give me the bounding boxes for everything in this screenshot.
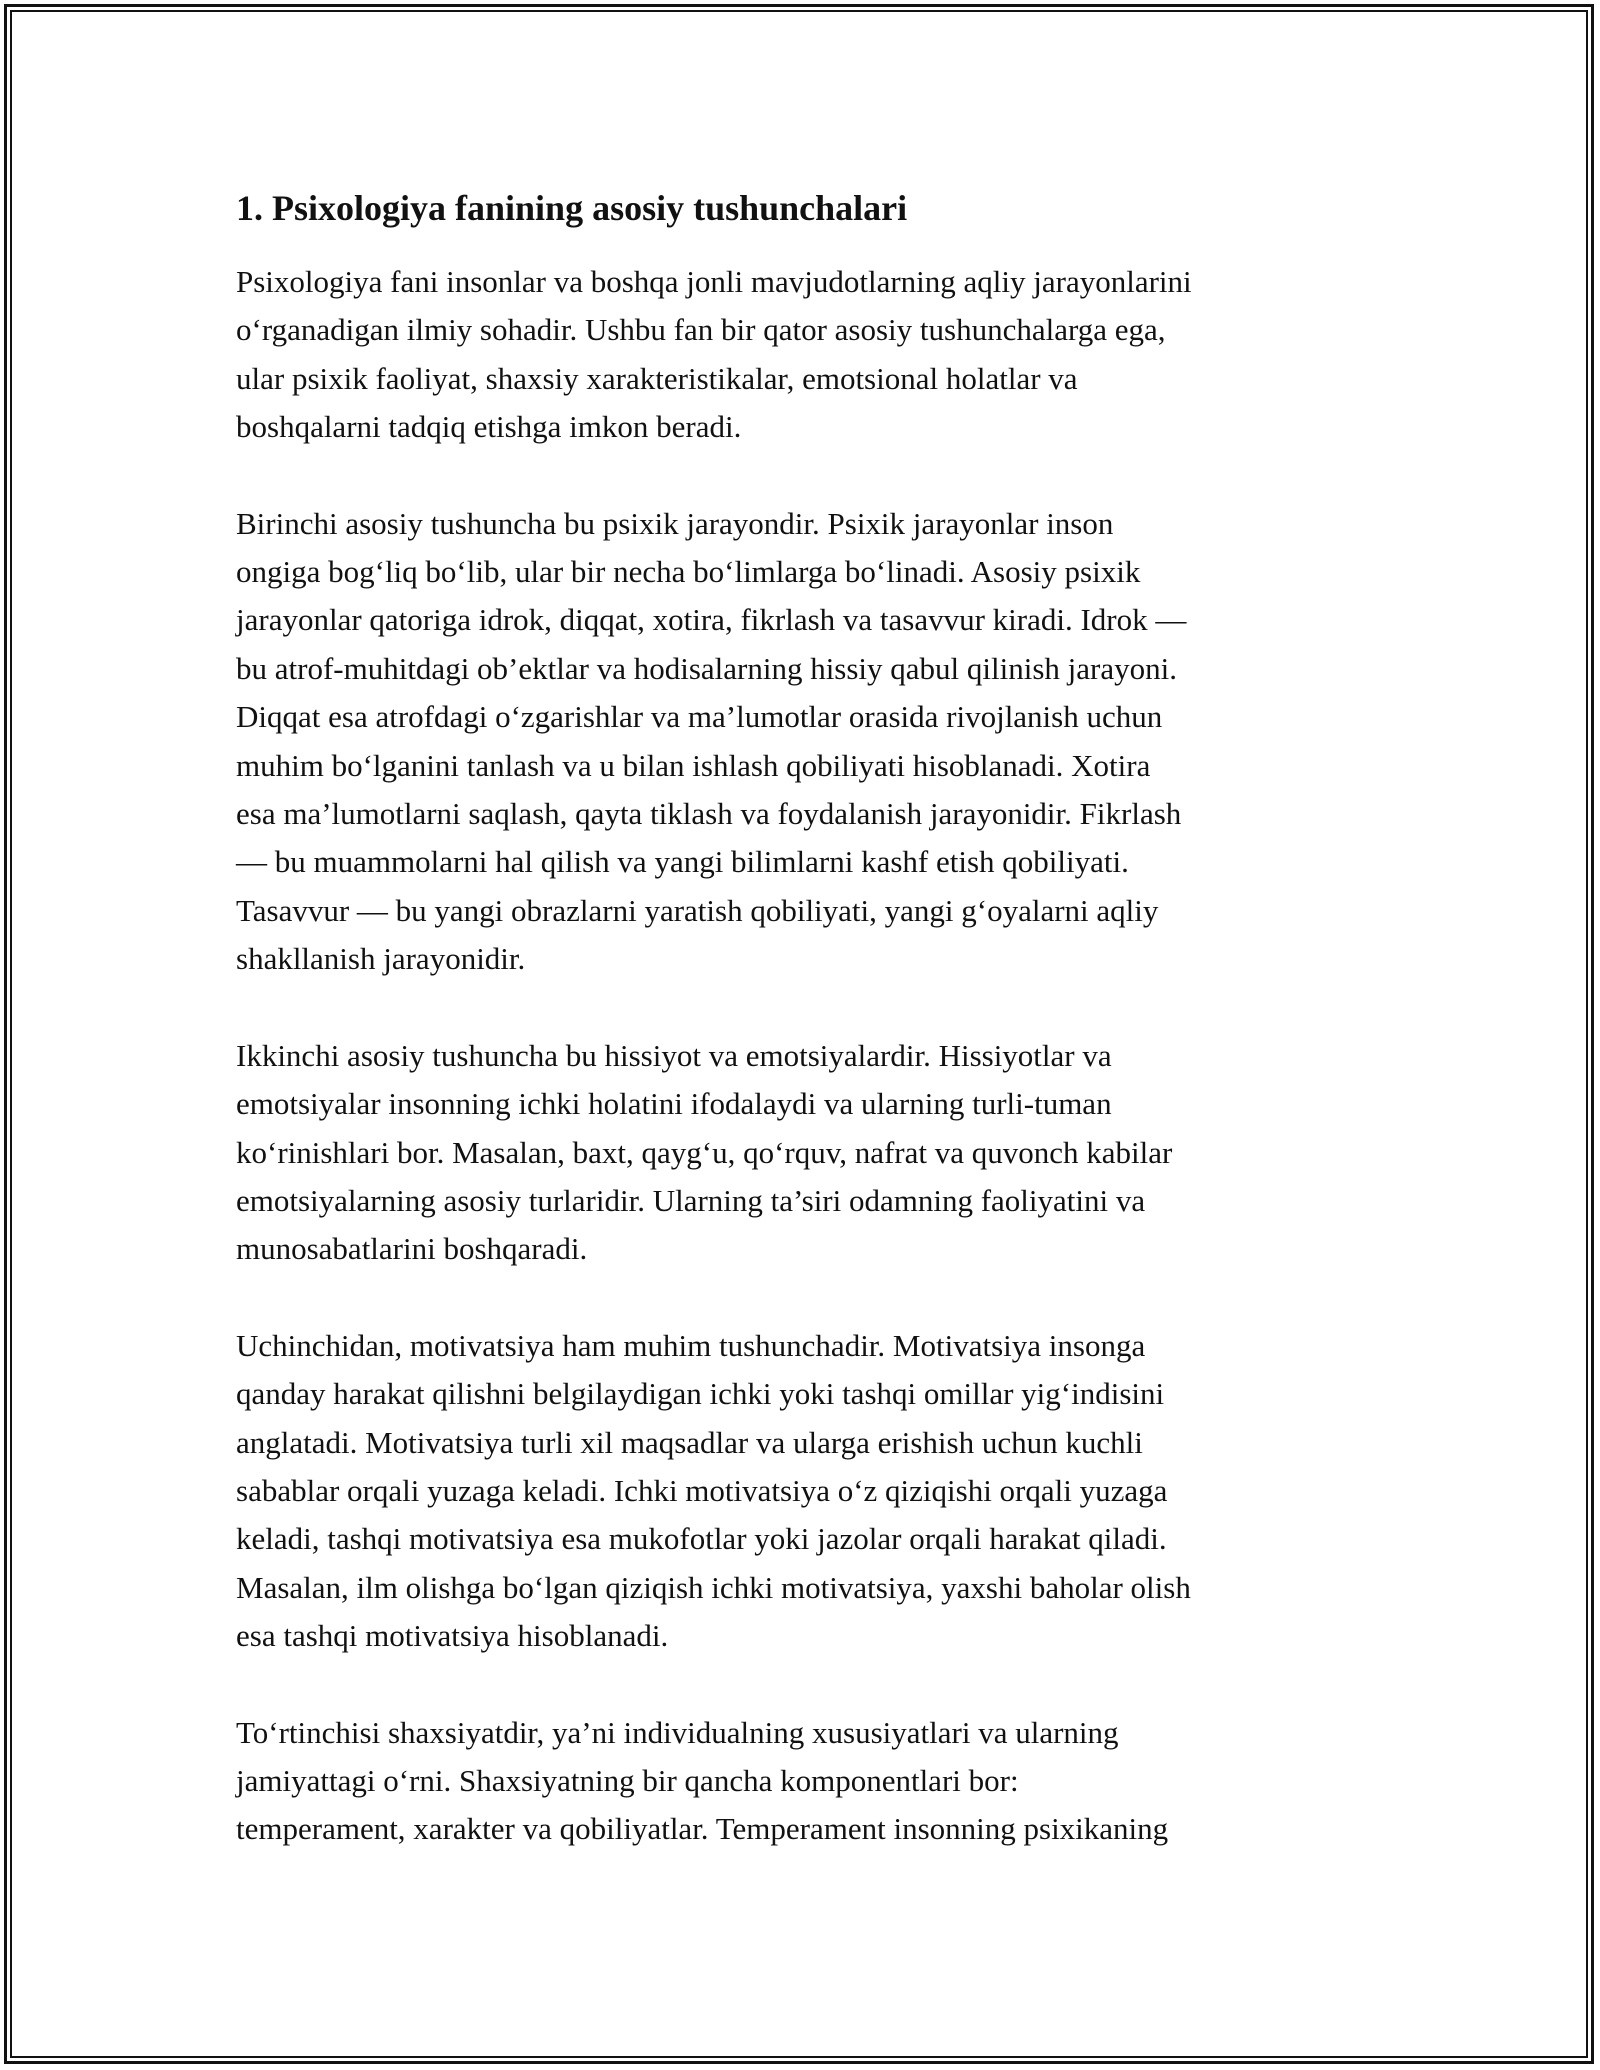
paragraph-personality (236, 1709, 1376, 1854)
text-line: esa ma’lumotlarni saqlash, qayta tiklash va foydalanish jarayonidir. Fikrlash (236, 796, 1182, 832)
text-line: shakllanish jarayonidir. (236, 941, 526, 977)
text-line: muhim bo‘lganini tanlash va u bilan ishlash qobiliyati hisoblanadi. Xotira (236, 747, 1151, 783)
text-line: emotsiyalar insonning ichki holatini ifodalaydi va ularning turli-tuman (236, 1086, 1112, 1122)
paragraph-motivation (236, 1322, 1376, 1661)
text-line: ongiga bog‘liq bo‘lib, ular bir necha bo‘limlarga bo‘linadi. Asosiy psixik (236, 554, 1141, 590)
text-line: boshqalarni tadqiq etishga imkon beradi. (236, 409, 742, 445)
text-line: Birinchi asosiy tushuncha bu psixik jarayondir. Psixik jarayonlar inson (236, 505, 1114, 541)
text-line: To‘rtinchisi shaxsiyatdir, ya’ni individualning xususiyatlari va ularning (236, 1714, 1119, 1750)
text-line: ular psixik faoliyat, shaxsiy xarakteristikalar, emotsional holatlar va (236, 360, 1078, 396)
text-line: Masalan, ilm olishga bo‘lgan qiziqish ichki motivatsiya, yaxshi baholar olish (236, 1569, 1191, 1605)
text-line: Psixologiya fani insonlar va boshqa jonli mavjudotlarning aqliy jarayonlarini (236, 264, 1192, 299)
text-line: Tasavvur — bu yangi obrazlarni yaratish qobiliyati, yangi g‘oyalarni aqliy (236, 892, 1159, 928)
section-heading: 1. Psixologiya fanining asosiy tushunchalari (236, 188, 908, 228)
text-line: emotsiyalarning asosiy turlaridir. Ularning ta’siri odamning faoliyatini va (236, 1182, 1146, 1218)
paragraph-intro (236, 258, 1376, 452)
text-line: ko‘rinishlari bor. Masalan, baxt, qayg‘u, qo‘rquv, nafrat va quvonch kabilar (236, 1134, 1173, 1170)
text-line: — bu muammolarni hal qilish va yangi bilimlarni kashf etish qobiliyati. (236, 844, 1129, 880)
text-line: temperament, xarakter va qobiliyatlar. Temperament insonning psixikaning (236, 1811, 1169, 1847)
paragraph-emotions (236, 1032, 1376, 1274)
text-line: sabablar orqali yuzaga keladi. Ichki motivatsiya o‘z qiziqishi orqali yuzaga (236, 1472, 1168, 1508)
text-line: jamiyattagi o‘rni. Shaxsiyatning bir qancha komponentlari bor: (236, 1762, 1019, 1798)
text-line: Uchinchidan, motivatsiya ham muhim tushunchadir. Motivatsiya insonga (236, 1327, 1146, 1363)
paragraph-psychic-processes (236, 500, 1376, 984)
text-line: anglatadi. Motivatsiya turli xil maqsadlar va ularga erishish uchun kuchli (236, 1424, 1143, 1460)
text-line: Diqqat esa atrofdagi o‘zgarishlar va ma’lumotlar orasida rivojlanish uchun (236, 699, 1163, 735)
text-line: bu atrof-muhitdagi ob’ektlar va hodisalarning hissiy qabul qilinish jarayoni. (236, 650, 1178, 686)
text-line: o‘rganadigan ilmiy sohadir. Ushbu fan bir qator asosiy tushunchalarga ega, (236, 312, 1166, 348)
text-line: esa tashqi motivatsiya hisoblanadi. (236, 1618, 669, 1654)
text-line: Ikkinchi asosiy tushuncha bu hissiyot va emotsiyalardir. Hissiyotlar va (236, 1037, 1112, 1073)
text-line: munosabatlarini boshqaradi. (236, 1231, 588, 1267)
text-line: keladi, tashqi motivatsiya esa mukofotlar yoki jazolar orqali harakat qiladi. (236, 1521, 1167, 1557)
text-line: qanday harakat qilishni belgilaydigan ichki yoki tashqi omillar yig‘indisini (236, 1376, 1165, 1412)
text-line: jarayonlar qatoriga idrok, diqqat, xotira, fikrlash va tasavvur kiradi. Idrok — (236, 602, 1187, 638)
document-body (236, 184, 1376, 1902)
